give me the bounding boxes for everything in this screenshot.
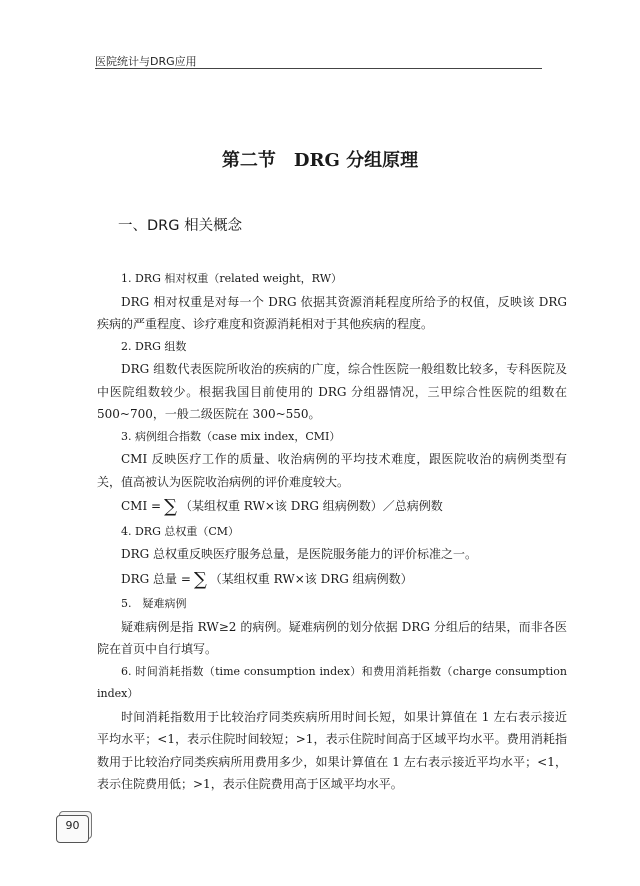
formula-cmi-right: （某组权重 RW×该 DRG 组病例数）／总病例数: [179, 499, 443, 513]
formula-cmi: [97, 495, 567, 519]
sigma-symbol: ∑: [164, 496, 177, 517]
paragraph-consumption-index: 时间消耗指数用于比较治疗同类疾病所用时间长短，如果计算值在 1 左右表示接近平均水平；<1，表示住院时间较短；>1，表示住院时间高于区域平均水平。费用消耗指数用于比较治疗同类疾病所用费用多少，如果计算值在 1 左右表示接近平均水平；<1，表示住院费用低；>1，表示住院费用高于区域平均水平。: [97, 709, 567, 791]
subheading-consumption-index: 6. 时间消耗指数（time consumption index）和费用消耗指数（charge consumption index）: [97, 664, 567, 700]
subheading-group-count: 2. DRG 组数: [121, 339, 187, 353]
formula-cmi-left: CMI =: [121, 499, 162, 513]
page-number-badge: [56, 809, 94, 843]
paragraph-total-weight: DRG 总权重反映医疗服务总量，是医院服务能力的评价标准之一。: [121, 547, 478, 561]
sigma-symbol: ∑: [193, 568, 207, 590]
header-rule: [95, 68, 542, 69]
body-text: [97, 268, 567, 796]
formula-total: [97, 568, 567, 592]
heading-level-1: 一、DRG 相关概念: [118, 218, 243, 234]
page-number: 90: [65, 819, 80, 832]
paragraph-difficult-cases: 疑难病例是指 RW≥2 的病例。疑难病例的划分依据 DRG 分组后的结果，而非各医院在首页中自行填写。: [97, 619, 567, 656]
paragraph-relative-weight: DRG 相对权重是对每一个 DRG 依据其资源消耗程度所给予的权值，反映该 DRG 疾病的严重程度、诊疗难度和资源消耗相对于其他疾病的程度。: [97, 294, 567, 331]
paragraph-group-count: DRG 组数代表医院所收治的疾病的广度，综合性医院一般组数比较多，专科医院及中医院组数较少。根据我国目前使用的 DRG 分组器情况，三甲综合性医院的组数在 500~700，一般二级医院在 300~550。: [97, 362, 567, 421]
running-head: 医院统计与DRG应用: [95, 55, 197, 68]
paragraph-cmi: CMI 反映医疗工作的质量、收治病例的平均技术难度，跟医院收治的病例类型有关，值高被认为医院收治病例的评价难度较大。: [97, 452, 567, 489]
subheading-difficult-cases: 5. 疑难病例: [121, 597, 187, 610]
subheading-total-weight: 4. DRG 总权重（CM）: [121, 524, 240, 538]
formula-total-left: DRG 总量 =: [121, 571, 191, 586]
subheading-relative-weight: 1. DRG 相对权重（related weight，RW）: [121, 272, 343, 285]
section-title: 第二节 DRG 分组原理: [221, 150, 419, 171]
subheading-cmi: 3. 病例组合指数（case mix index，CMI）: [121, 429, 341, 443]
formula-total-right: （某组权重 RW×该 DRG 组病例数）: [209, 571, 413, 586]
